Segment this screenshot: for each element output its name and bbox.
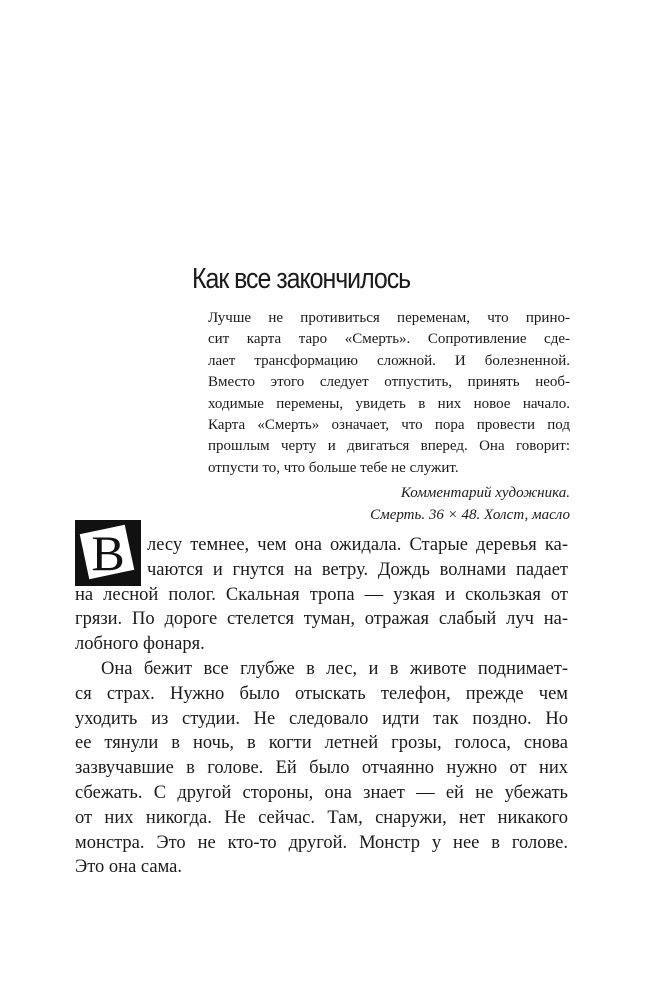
epigraph-line: лает трансформацию сложной. И болезненной.: [208, 352, 570, 369]
attribution-line: Смерть. 36 × 48. Холст, масло: [370, 506, 570, 523]
body-line: монстра. Это не кто-то другой. Монстр у нее в голове.: [75, 832, 568, 853]
epigraph-line: сит карта таро «Смерть». Сопротивление сде-: [208, 331, 570, 348]
body-line: ся страх. Нужно было отыскать телефон, прежде чем: [75, 683, 568, 704]
body-line: лобного фонаря.: [75, 634, 205, 655]
epigraph-line: ходимые перемены, увидеть в них новое начало.: [208, 395, 570, 412]
epigraph-line: Карта «Смерть» означает, что пора провести под: [208, 416, 570, 433]
body-text: [75, 533, 568, 880]
epigraph: [208, 308, 570, 526]
body-line: на лесной полог. Скальная тропа — узкая и скользкая от: [75, 584, 568, 605]
chapter-title: Как все закончилось: [192, 263, 411, 295]
body-line: зазвучавшие в голове. Ей было отчаянно нужно от них: [75, 758, 568, 779]
body-line: уходить из студии. Не следовало идти так поздно. Но: [75, 708, 568, 729]
epigraph-line: прошлым черту и двигаться вперед. Она говорит:: [208, 438, 570, 455]
body-line: ее тянули в ночь, в когти летней грозы, голоса, снова: [75, 733, 568, 754]
body-line: Она бежит все глубже в лес, и в животе поднимает-: [101, 658, 568, 679]
body-line: от них никогда. Не сейчас. Там, снаружи, нет никакого: [75, 807, 568, 828]
epigraph-line: Вместо этого следует отпустить, принять необ-: [208, 374, 570, 391]
body-line: грязи. По дороге стелется туман, отражая слабый луч на-: [75, 609, 568, 630]
epigraph-attribution: [208, 483, 570, 526]
drop-cap-letter: В: [91, 525, 125, 581]
body-line: чаются и гнутся на ветру. Дождь волнами падает: [147, 559, 568, 580]
body-line: лесу темнее, чем она ожидала. Старые деревья ка-: [147, 535, 568, 555]
attribution-line: Комментарий художника.: [400, 485, 570, 502]
epigraph-line: отпусти то, что больше тебе не служит.: [208, 459, 459, 476]
body-line: Это она сама.: [75, 857, 182, 878]
epigraph-line: Лучше не противиться переменам, что прино-: [208, 310, 570, 326]
body-line: сбежать. С другой стороны, она знает — ей не убежать: [75, 782, 568, 803]
